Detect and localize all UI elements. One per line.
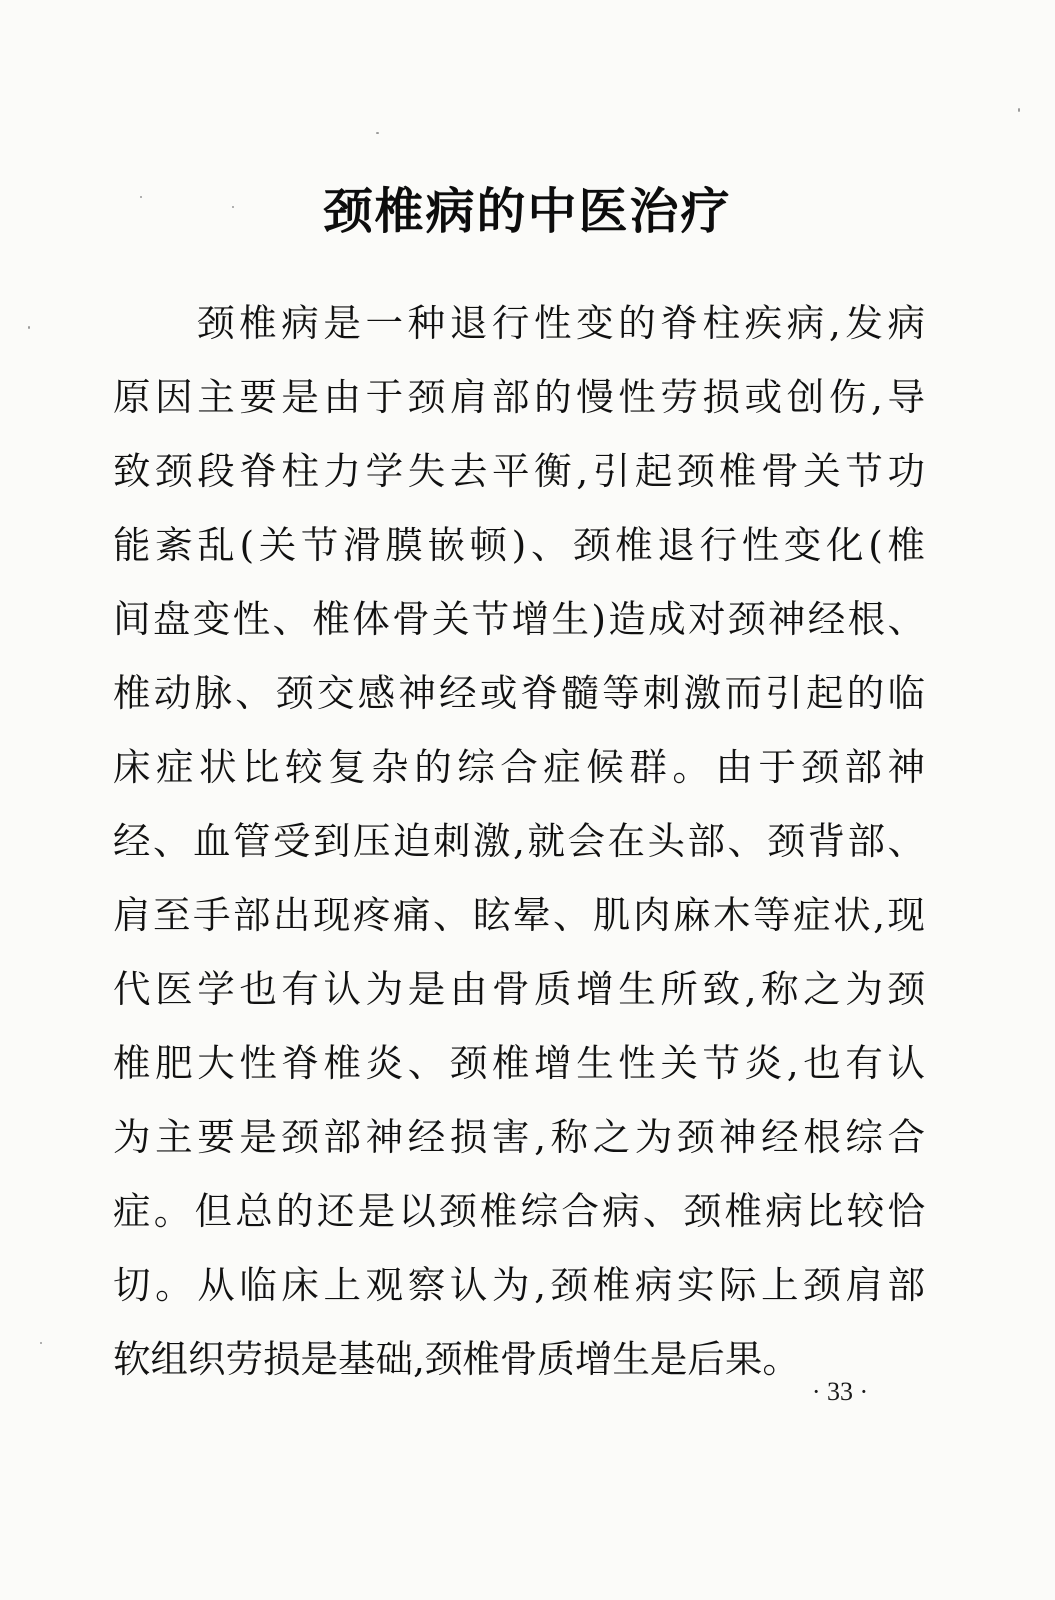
- text-line: 椎肥大性脊椎炎、颈椎增生性关节炎,也有认: [113, 1041, 925, 1085]
- text-line: 代医学也有认为是由骨质增生所致,称之为颈: [113, 967, 925, 1011]
- chapter-title: 颈椎病的中医治疗: [323, 182, 732, 240]
- body-paragraph: [113, 286, 925, 1396]
- scan-speck: [376, 132, 379, 134]
- text-line: 致颈段脊柱力学失去平衡,引起颈椎骨关节功: [113, 449, 925, 493]
- text-line: 颈椎病是一种退行性变的脊柱疾病,发病: [197, 301, 925, 345]
- text-line: 经、血管受到压迫刺激,就会在头部、颈背部、: [113, 819, 925, 863]
- text-line: 肩至手部出现疼痛、眩晕、肌肉麻木等症状,现: [113, 893, 925, 937]
- text-line: 间盘变性、椎体骨关节增生)造成对颈神经根、: [113, 597, 925, 641]
- scan-speck: [40, 1342, 42, 1344]
- text-line: 软组织劳损是基础,颈椎骨质增生是后果。: [113, 1337, 800, 1381]
- scan-speck: [28, 326, 30, 329]
- text-line: 原因主要是由于颈肩部的慢性劳损或创伤,导: [113, 375, 925, 419]
- scan-speck: [1018, 108, 1020, 112]
- text-line: 床症状比较复杂的综合症候群。由于颈部神: [113, 745, 925, 789]
- text-line: 切。从临床上观察认为,颈椎病实际上颈肩部: [113, 1263, 925, 1307]
- text-line: 为主要是颈部神经损害,称之为颈神经根综合: [113, 1115, 925, 1159]
- text-line: 椎动脉、颈交感神经或脊髓等刺激而引起的临: [113, 671, 925, 715]
- text-line: 症。但总的还是以颈椎综合病、颈椎病比较恰: [113, 1189, 925, 1233]
- text-line: 能紊乱(关节滑膜嵌顿)、颈椎退行性变化(椎: [113, 523, 925, 567]
- page-number: · 33 ·: [811, 1377, 869, 1406]
